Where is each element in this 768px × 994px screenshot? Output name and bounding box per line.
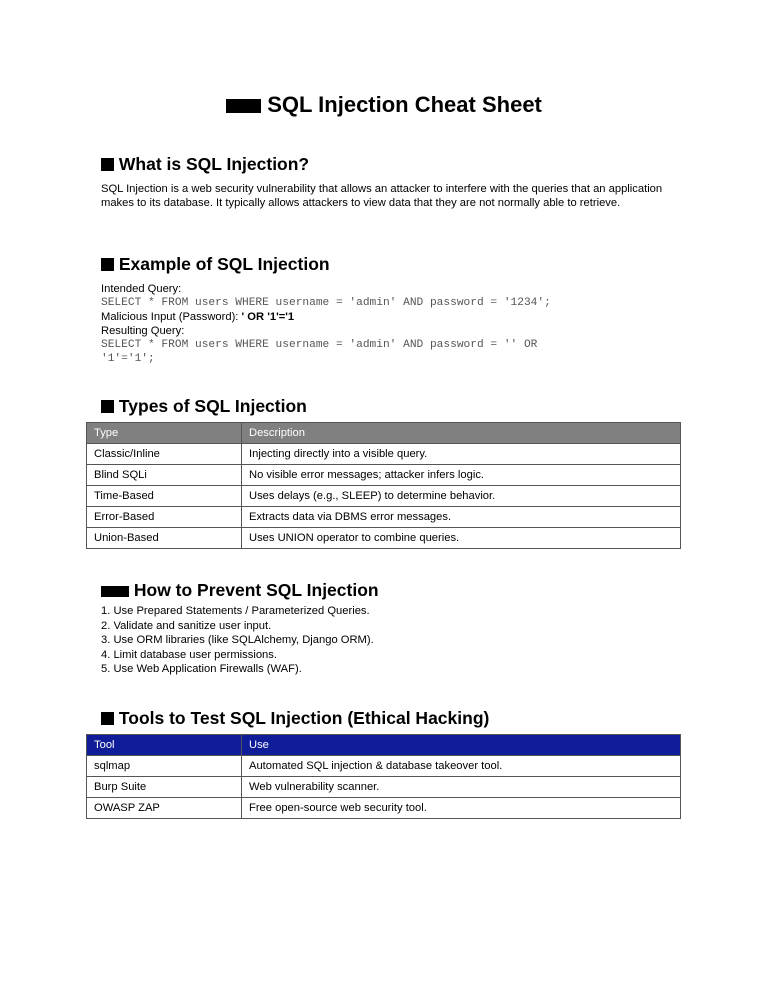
type-cell: Error-Based xyxy=(87,507,242,528)
use-cell: Automated SQL injection & database takeover tool. xyxy=(242,756,681,777)
tool-cell: OWASP ZAP xyxy=(87,798,242,819)
double-block-icon xyxy=(101,586,129,597)
use-cell: Web vulnerability scanner. xyxy=(242,777,681,798)
example-block xyxy=(101,282,681,366)
type-cell: Blind SQLi xyxy=(87,465,242,486)
section-heading-example xyxy=(101,253,330,275)
column-header-description: Description xyxy=(242,423,681,444)
list-item: 5. Use Web Application Firewalls (WAF). xyxy=(101,663,302,675)
column-header-use: Use xyxy=(242,735,681,756)
tool-cell: Burp Suite xyxy=(87,777,242,798)
title-block-icon xyxy=(226,99,261,113)
intended-query-code: SELECT * FROM users WHERE username = 'admin' AND password = '1234'; xyxy=(101,297,551,309)
column-header-tool: Tool xyxy=(87,735,242,756)
list-item: 4. Limit database user permissions. xyxy=(101,648,277,661)
table-row xyxy=(87,486,681,507)
page-title-text: SQL Injection Cheat Sheet xyxy=(267,92,542,117)
square-bullet-icon xyxy=(101,158,114,171)
table-row xyxy=(87,777,681,798)
page-title xyxy=(0,90,768,120)
section-heading-types xyxy=(101,395,307,417)
table-row xyxy=(87,798,681,819)
list-item: 2. Validate and sanitize user input. xyxy=(101,619,272,632)
description-cell: Uses UNION operator to combine queries. xyxy=(242,528,681,549)
type-cell: Classic/Inline xyxy=(87,444,242,465)
square-bullet-icon xyxy=(101,400,114,413)
section-heading-text: Types of SQL Injection xyxy=(118,396,307,416)
prevention-list xyxy=(101,604,374,677)
resulting-query-label: Resulting Query: xyxy=(101,325,185,337)
table-header-row xyxy=(87,423,681,444)
description-cell: Uses delays (e.g., SLEEP) to determine behavior. xyxy=(242,486,681,507)
description-cell: Injecting directly into a visible query. xyxy=(242,444,681,465)
malicious-input-value: ' OR '1'='1 xyxy=(241,311,295,323)
section-heading-prevent xyxy=(101,579,379,601)
table-row xyxy=(87,444,681,465)
table-row xyxy=(87,507,681,528)
malicious-input-line xyxy=(101,310,681,324)
table-row xyxy=(87,756,681,777)
tools-table xyxy=(86,734,681,819)
section-heading-text: Tools to Test SQL Injection (Ethical Hacking) xyxy=(118,708,490,728)
square-bullet-icon xyxy=(101,258,114,271)
use-cell: Free open-source web security tool. xyxy=(242,798,681,819)
tool-cell: sqlmap xyxy=(87,756,242,777)
section-heading-text: How to Prevent SQL Injection xyxy=(133,580,379,600)
section-heading-text: Example of SQL Injection xyxy=(118,254,330,274)
what-description: SQL Injection is a web security vulnerability that allows an attacker to interfere with the queries that an application makes to its database. It typically allows attackers to view data that they are not normally able to retrieve. xyxy=(101,183,663,209)
list-item: 3. Use ORM libraries (like SQLAlchemy, Django ORM). xyxy=(101,634,374,646)
list-item: 1. Use Prepared Statements / Parameterized Queries. xyxy=(101,605,370,617)
section-heading-text: What is SQL Injection? xyxy=(118,154,310,174)
section-heading-tools xyxy=(101,707,489,729)
types-table xyxy=(86,422,681,549)
table-row xyxy=(87,528,681,549)
table-row xyxy=(87,465,681,486)
column-header-type: Type xyxy=(87,423,242,444)
description-cell: Extracts data via DBMS error messages. xyxy=(242,507,681,528)
type-cell: Time-Based xyxy=(87,486,242,507)
table-header-row xyxy=(87,735,681,756)
section-heading-what xyxy=(101,153,309,175)
description-cell: No visible error messages; attacker infers logic. xyxy=(242,465,681,486)
square-bullet-icon xyxy=(101,712,114,725)
type-cell: Union-Based xyxy=(87,528,242,549)
malicious-input-label: Malicious Input (Password): xyxy=(101,311,239,323)
intended-query-label: Intended Query: xyxy=(101,283,182,295)
resulting-query-code-line1: SELECT * FROM users WHERE username = 'admin' AND password = '' OR xyxy=(101,339,538,351)
resulting-query-code-line2: '1'='1'; xyxy=(101,353,155,365)
